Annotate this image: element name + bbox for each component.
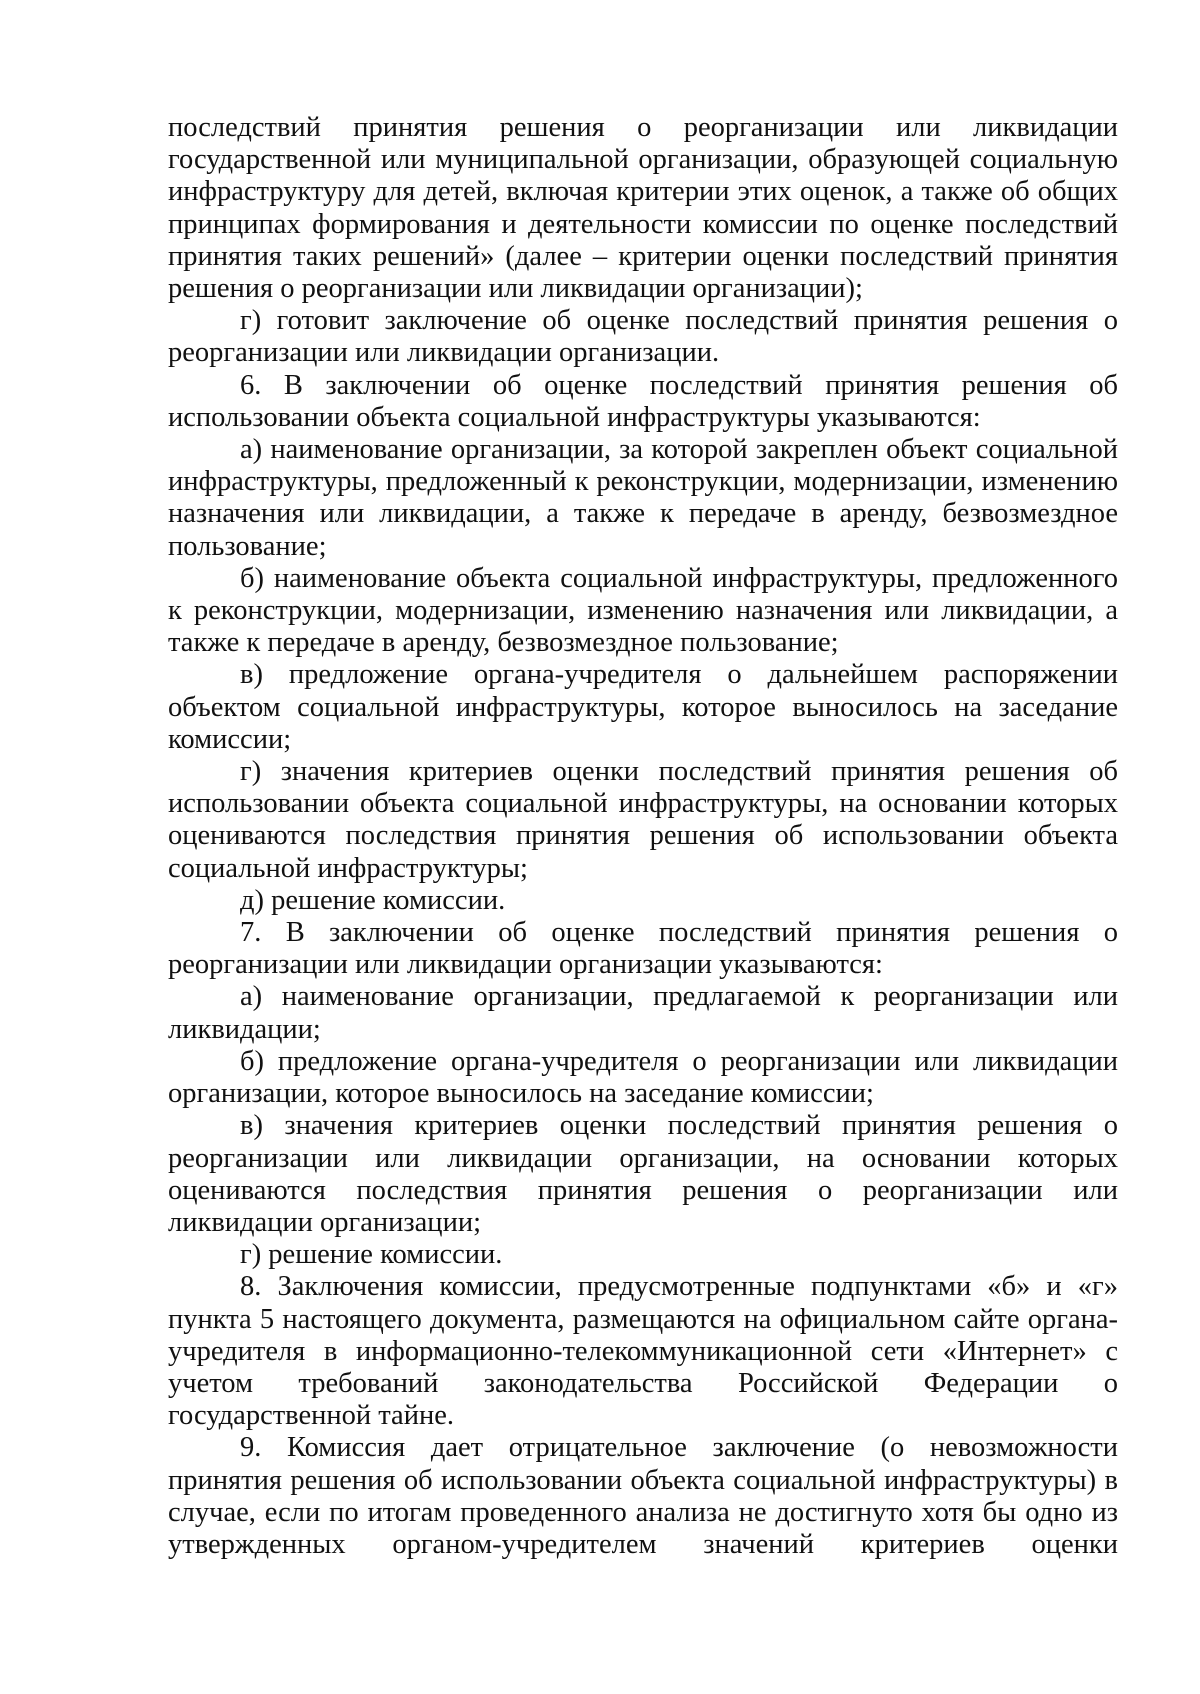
paragraph-item-6-g: г) значения критериев оценки последствий принятия решения об использовании объекта социальной инфраструктуры, на основании которых оцениваются последствия принятия решения об использовании объекта социальной инфраструктуры; xyxy=(168,756,1118,884)
paragraph-item-6: 6. В заключении об оценке последствий принятия решения об использовании объекта социальной инфраструктуры указываются: xyxy=(168,369,1118,433)
document-page xyxy=(168,112,1118,1561)
paragraph-item-6-b: б) наименование объекта социальной инфраструктуры, предложенного к реконструкции, модернизации, изменению назначения или ликвидации, а также к передаче в аренду, безвозмездное пользование; xyxy=(168,562,1118,659)
paragraph-item-7-a: а) наименование организации, предлагаемой к реорганизации или ликвидации; xyxy=(168,981,1118,1045)
paragraph-item-6-d: д) решение комиссии. xyxy=(240,884,506,916)
paragraph-item-7-g: г) решение комиссии. xyxy=(240,1239,503,1271)
paragraph-continuation: последствий принятия решения о реорганизации или ликвидации государственной или муниципальной организации, образующей социальную инфраструктуру для детей, включая критерии этих оценок, а также об общих принципах формирования и деятельности комиссии по оценке последствий принятия таких решений» (далее – критерии оценки последствий принятия решения о реорганизации или ликвидации организации); xyxy=(168,112,1118,305)
paragraph-subitem-g: г) готовит заключение об оценке последствий принятия решения о реорганизации или ликвидации организации. xyxy=(168,305,1118,369)
paragraph-item-7: 7. В заключении об оценке последствий принятия решения о реорганизации или ликвидации организации указываются: xyxy=(168,917,1118,981)
paragraph-item-7-v: в) значения критериев оценки последствий принятия решения о реорганизации или ликвидации организации, на основании которых оцениваются последствия принятия решения о реорганизации или ликвидации организации; xyxy=(168,1110,1118,1238)
paragraph-item-6-v: в) предложение органа-учредителя о дальнейшем распоряжении объектом социальной инфраструктуры, которое выносилось на заседание комиссии; xyxy=(168,659,1118,755)
paragraph-item-8: 8. Заключения комиссии, предусмотренные подпунктами «б» и «г» пункта 5 настоящего документа, размещаются на официальном сайте органа-учредителя в информационно-телекоммуникационной сети «Интернет» с учетом требований законодательства Российской Федерации о государственной тайне. xyxy=(168,1271,1118,1432)
paragraph-item-6-a: а) наименование организации, за которой закреплен объект социальной инфраструктуры, предложенный к реконструкции, модернизации, изменению назначения или ликвидации, а также к передаче в аренду, безвозмездное пользование; xyxy=(168,434,1118,562)
paragraph-item-9: 9. Комиссия дает отрицательное заключение (о невозможности принятия решения об использовании объекта социальной инфраструктуры) в случае, если по итогам проведенного анализа не достигнуто хотя бы одно из утвержденных органом-учредителем значений критериев оценки xyxy=(168,1432,1118,1560)
paragraph-item-7-b: б) предложение органа-учредителя о реорганизации или ликвидации организации, которое выносилось на заседание комиссии; xyxy=(168,1045,1118,1110)
